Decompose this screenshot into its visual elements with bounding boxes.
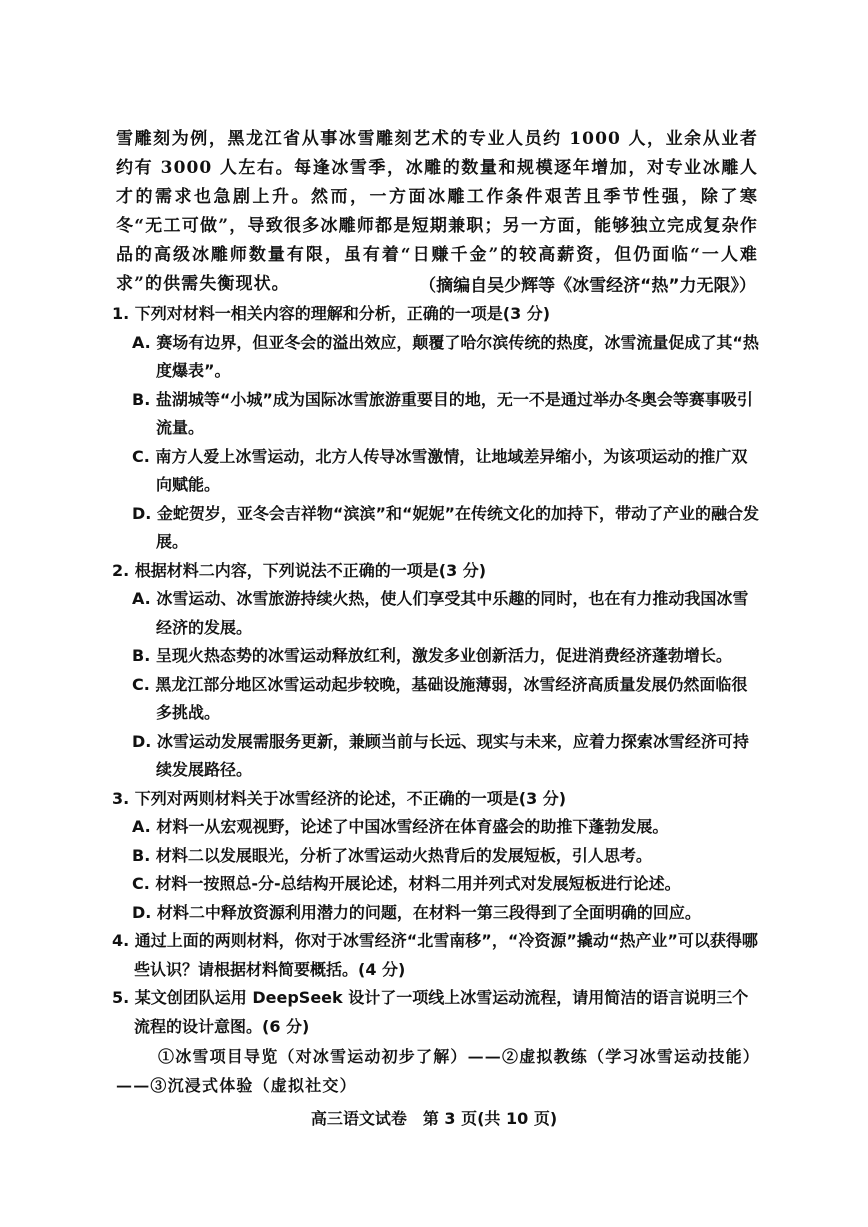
question-stem: 1. 下列对材料一相关内容的理解和分析，正确的一项是(3 分) (112, 304, 551, 323)
option-d: D. 金蛇贺岁，亚冬会吉祥物“滨滨”和“妮妮”在传统文化的加持下，带动了产业的融合发展。 (132, 503, 759, 551)
option-b: B. 材料二以发展眼光，分析了冰雪运动火热背后的发展短板，引人思考。 (132, 845, 652, 865)
option-a: A. 赛场有边界，但亚冬会的溢出效应，颠覆了哈尔滨传统的热度，冰雪流量促成了其“热度爆表”。 (132, 332, 759, 380)
option-c: C. 材料一按照总-分-总结构开展论述，材料二用并列式对发展短板进行论述。 (132, 874, 681, 893)
question-2 (112, 557, 760, 785)
option-c: C. 南方人爱上冰雪运动，北方人传导冰雪激情，让地域差异缩小，为该项运动的推广双向赋能。 (132, 446, 748, 494)
material-excerpt: 雪雕刻为例，黑龙江省从事冰雪雕刻艺术的专业人员约 1000 人，业余从业者约有 3000 人左右。每逢冰雪季，冰雕的数量和规模逐年增加，对专业冰雕人才的需求也急剧上升。然而，一方面冰雕工作条件艰苦且季节性强，除了寒冬“无工可做”，导致很多冰雕师都是短期兼职；另一方面，能够独立完成复杂作品的高级冰雕师数量有限，虽有着“日赚千金”的较高薪资，但仍面临“一人难求”的供需失衡现状。 (116, 129, 758, 294)
question-stem: 2. 根据材料二内容，下列说法不正确的一项是(3 分) (112, 560, 487, 580)
question-5 (112, 984, 760, 1041)
material-source: （摘编自吴少辉等《冰雪经济“热”力无限》） (419, 276, 756, 296)
page-footer: 高三语文试卷 第 3 页(共 10 页) (310, 1109, 558, 1128)
question-3 (112, 785, 760, 928)
question-list (112, 300, 760, 1041)
option-a: A. 冰雪运动、冰雪旅游持续火热，使人们享受其中乐趣的同时，也在有力推动我国冰雪经济的发展。 (132, 589, 749, 637)
flow-description: ①冰雪项目导览（对冰雪运动初步了解）——②虚拟教练（学习冰雪运动技能）——③沉浸式体验（虚拟社交） (116, 1047, 753, 1095)
question-stem: 5. 某文创团队运用 DeepSeek 设计了一项线上冰雪运动流程，请用简洁的语言说明三个流程的设计意图。(6 分) (112, 988, 749, 1036)
option-d: D. 材料二中释放资源利用潜力的问题，在材料一第三段得到了全面明确的回应。 (132, 902, 701, 922)
question-stem: 4. 通过上面的两则材料，你对于冰雪经济“北雪南移”，“冷资源”撬动“热产业”可以获得哪些认识？请根据材料简要概括。(4 分) (112, 931, 758, 979)
option-a: A. 材料一从宏观视野，论述了中国冰雪经济在体育盛会的助推下蓬勃发展。 (132, 817, 669, 836)
question-4 (112, 927, 760, 984)
question-stem: 3. 下列对两则材料关于冰雪经济的论述，不正确的一项是(3 分) (112, 788, 567, 808)
question-1 (112, 300, 760, 557)
option-d: D. 冰雪运动发展需服务更新，兼顾当前与长远、现实与未来，应着力探索冰雪经济可持续发展路径。 (132, 731, 749, 779)
option-b: B. 呈现火热态势的冰雪运动释放红利，激发多业创新活力，促进消费经济蓬勃增长。 (132, 646, 732, 665)
option-c: C. 黑龙江部分地区冰雪运动起步较晚，基础设施薄弱，冰雪经济高质量发展仍然面临很多挑战。 (132, 674, 748, 722)
option-b: B. 盐湖城等“小城”成为国际冰雪旅游重要目的地，无一不是通过举办冬奥会等赛事吸引流量。 (132, 389, 753, 437)
